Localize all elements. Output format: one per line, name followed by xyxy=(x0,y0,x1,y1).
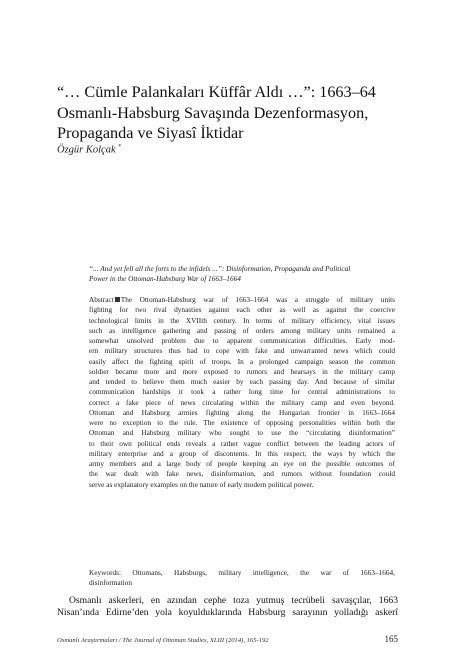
abstract-line: easily affect the fighting spirit of troops. In a prolonged campaign season the common xyxy=(89,356,395,366)
abstract-line: and tended to believe them much easier by each passing day. And because of similar xyxy=(89,377,395,386)
article-title xyxy=(57,82,397,144)
author-name: Özgür Kolçak xyxy=(57,144,116,156)
abstract-line: were no exception to the rule. The existence of opposing personalities within both the xyxy=(89,418,395,427)
abstract-label: Abstract xyxy=(89,295,114,304)
abstract-line: correct a fake piece of news circulating within the military camp and even beyond. xyxy=(89,397,395,407)
abstract-line: to their own political ends reveals a rather vague conflict between the leading actors of xyxy=(89,438,395,448)
abstract-line: Abstract The Ottoman-Habsburg war of 1663–1664 was a struggle of military units xyxy=(89,295,395,304)
english-title xyxy=(89,264,395,285)
author-footnote-marker: * xyxy=(118,144,122,150)
keywords xyxy=(89,568,395,589)
english-title-line-2: Power in the Ottoman-Habsburg War of 1663–1664 xyxy=(89,274,241,284)
square-bullet-icon xyxy=(115,297,120,302)
page-number: 165 xyxy=(384,634,398,644)
abstract-line: the war dealt with fake news, disinformation, and rumors without foundation could xyxy=(89,469,395,479)
abstract-line: such as intelligence gathering and passing of orders among military units remained a xyxy=(89,325,395,335)
author-line xyxy=(57,144,121,156)
abstract xyxy=(89,295,395,490)
abstract-line: communication hardships it took a rather long time for central administrations to xyxy=(89,387,395,397)
abstract-line: ern military structures thus had to cope with fake and unwarranted news which could xyxy=(89,346,395,356)
keywords-line-2: disinformation xyxy=(89,578,132,588)
abstract-line: somewhat unsolved problem due to apparent communication difficulties. Early mod- xyxy=(89,336,395,345)
abstract-line: soldier became more and more exposed to rumors and hearsays in the military camp xyxy=(89,366,395,376)
keywords-line-1: Keywords: Ottomans, Habsburgs, military intelligence, the war of 1663–1664, xyxy=(89,568,395,577)
abstract-line: serve as explanatory examples on the nature of early modern political power. xyxy=(89,479,314,489)
title-line-2: Osmanlı-Habsburg Savaşında Dezenformasyon, xyxy=(57,103,369,122)
abstract-line: Ottoman and Habsburg armies fighting along the Hungarian frontier in 1663–1664 xyxy=(89,407,395,417)
abstract-line: fighting for two rival dynasties against each other as well as against the coercive xyxy=(89,305,395,315)
body-line-2: Nisan’ında Edirne’den yola koyulduklarında Habsburg sarayının yolladığı askerî xyxy=(57,607,398,619)
abstract-line: military enterprise and a group of discontents. In this respect, the ways by which the xyxy=(89,448,395,458)
abstract-line: army members and a large body of people keeping an eye on the possible outcomes of xyxy=(89,459,395,468)
title-line-1: “… Cümle Palankaları Küffâr Aldı …”: 1663–64 xyxy=(57,83,376,101)
body-paragraph xyxy=(57,595,398,620)
title-line-3: Propaganda ve Siyasî İktidar xyxy=(57,124,244,143)
page-footer xyxy=(57,634,398,644)
english-title-line-1: “... And yet fell all the forts to the infidels ...”: Disinformation, Propaganda and Political xyxy=(89,264,351,273)
body-line-1: Osmanlı askerleri, en azından cephe toza yutmuş tecrübeli savaşçılar, 1663 xyxy=(69,595,398,606)
abstract-line: technological limits in the XVIIth century. In terms of military efficiency, vital issues xyxy=(89,315,395,325)
abstract-line: Ottoman and Habsburg military who sought to use the “circulating disinformation” xyxy=(89,428,395,438)
journal-citation: Osmanlı Araştırmaları / The Journal of Ottoman Studies, XLIII (2014), 165-192 xyxy=(57,637,269,644)
